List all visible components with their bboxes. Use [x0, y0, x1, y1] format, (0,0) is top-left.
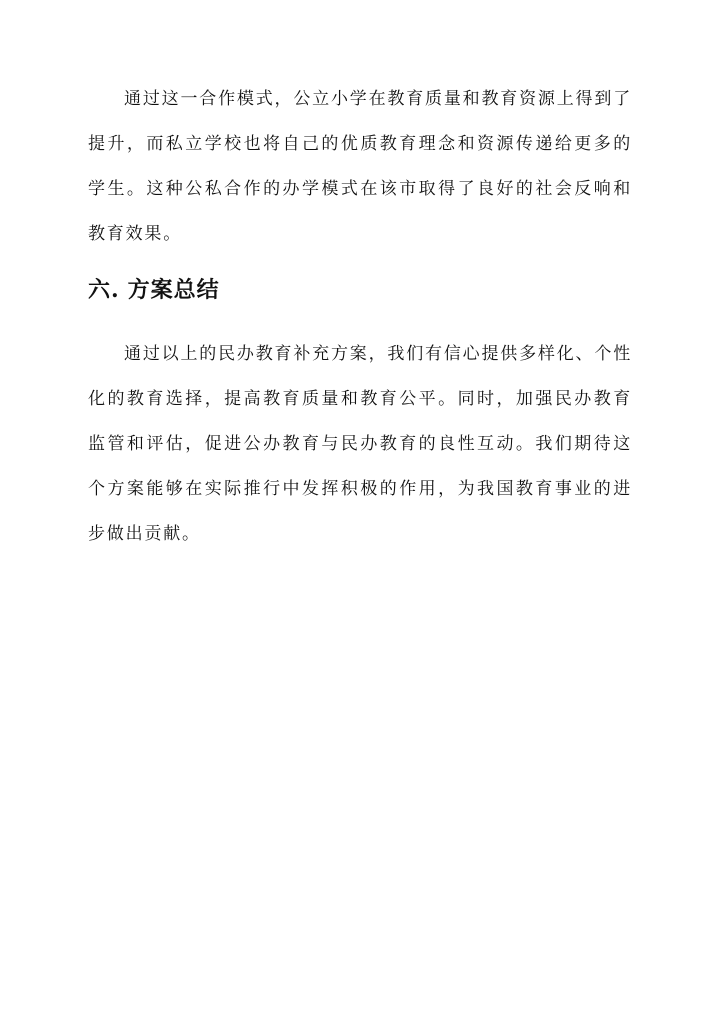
- section-number: 六.: [88, 277, 120, 303]
- body-paragraph-summary: 通过以上的民办教育补充方案，我们有信心提供多样化、个性化的教育选择，提高教育质量和教育公平。同时，加强民办教育监管和评估，促进公办教育与民办教育的良性互动。我们期待这个方案能够在实际推行中发挥积极的作用，为我国教育事业的进步做出贡献。: [88, 344, 632, 544]
- section-title: 方案总结: [127, 277, 220, 303]
- body-paragraph-cooperation-results: 通过这一合作模式，公立小学在教育质量和教育资源上得到了提升，而私立学校也将自己的优质教育理念和资源传递给更多的学生。这种公私合作的办学模式在该市取得了良好的社会反响和教育效果。: [88, 89, 632, 244]
- section-heading: [88, 272, 220, 308]
